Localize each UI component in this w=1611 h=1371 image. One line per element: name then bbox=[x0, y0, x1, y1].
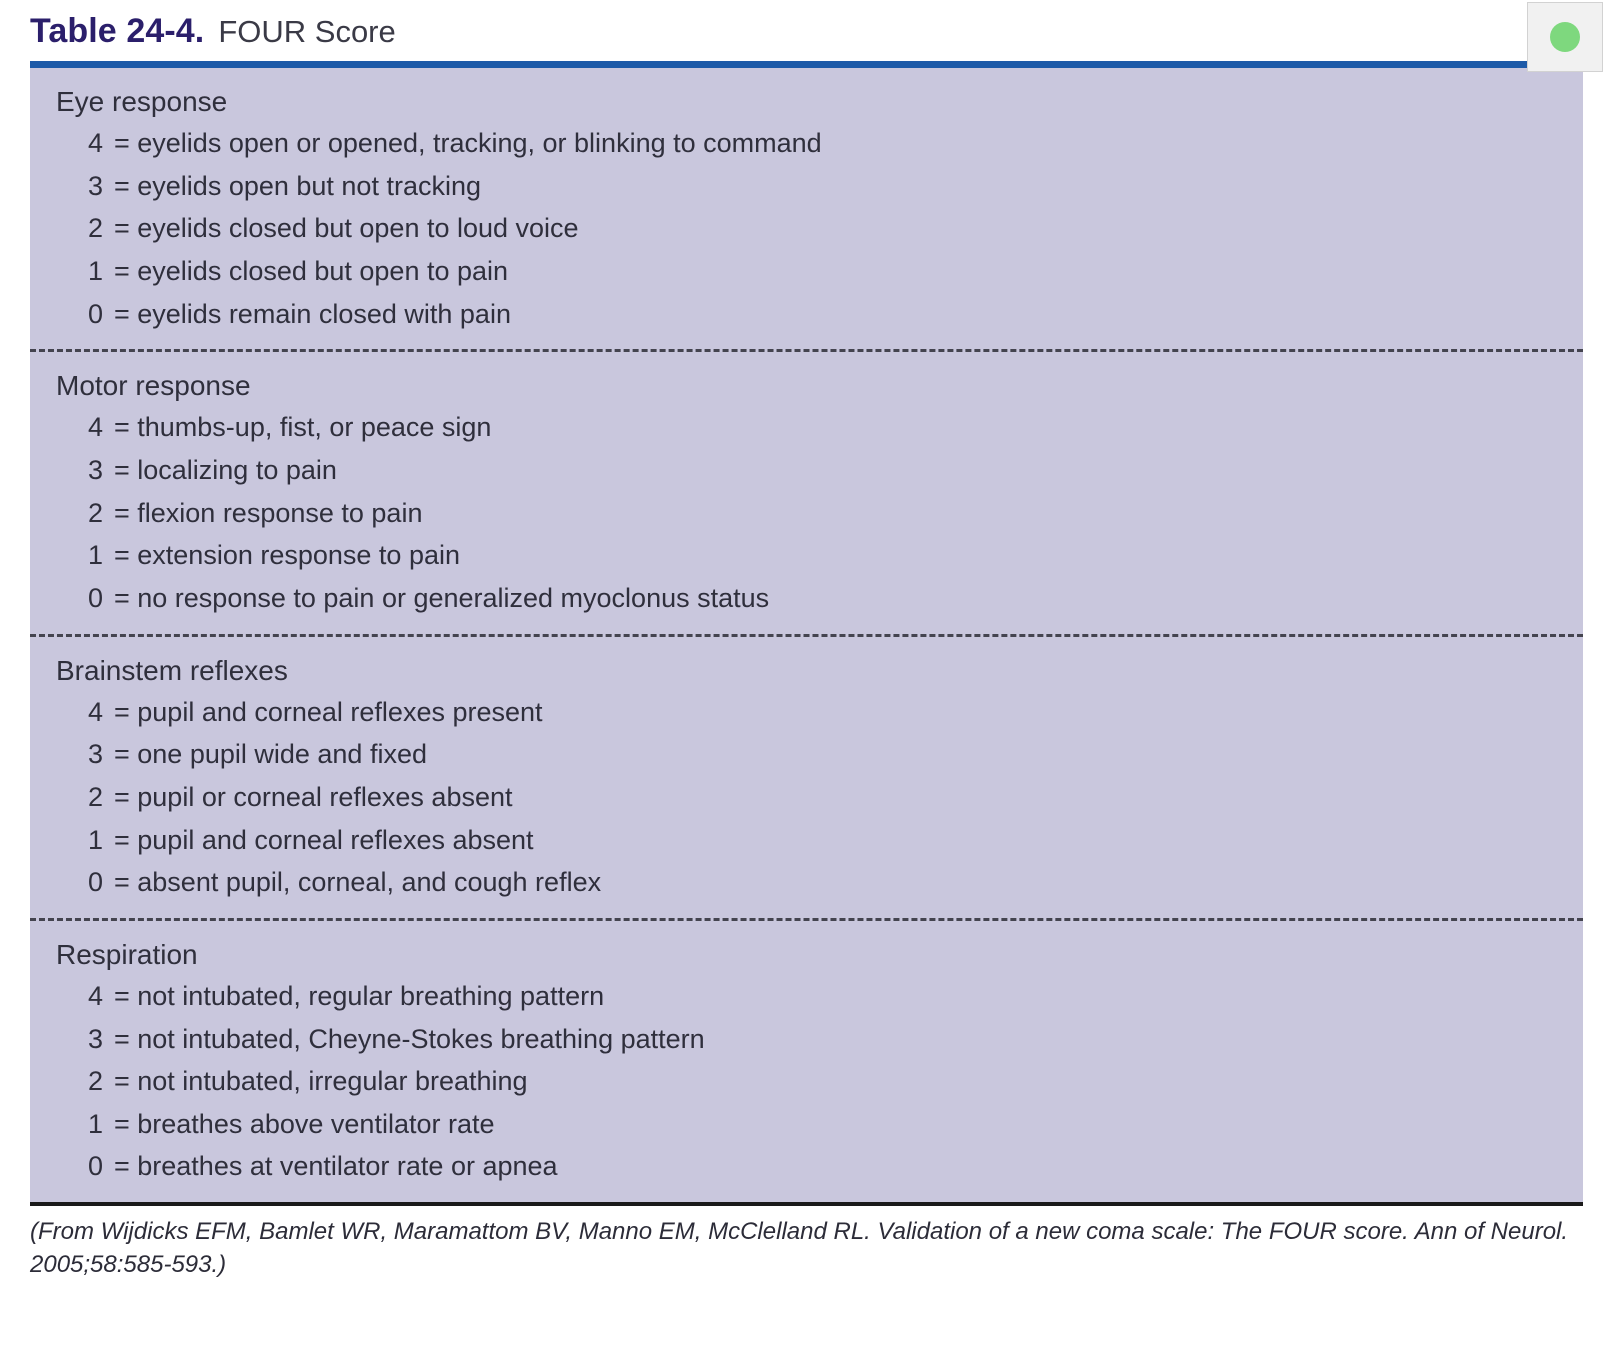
score-value: 4 bbox=[88, 980, 104, 1011]
score-value: 0 bbox=[88, 867, 104, 898]
score-item bbox=[30, 1103, 1583, 1146]
score-item bbox=[30, 293, 1583, 336]
score-value: 1 bbox=[88, 824, 104, 855]
section-title: Brainstem reflexes bbox=[56, 654, 288, 686]
score-value: 4 bbox=[88, 128, 104, 158]
score-item bbox=[30, 492, 1583, 535]
score-item bbox=[30, 1060, 1583, 1103]
score-description: = extension response to pain bbox=[114, 540, 460, 571]
score-value: 2 bbox=[88, 497, 104, 528]
title-divider-rule bbox=[30, 61, 1583, 68]
score-item bbox=[30, 165, 1583, 208]
score-value: 2 bbox=[88, 781, 104, 812]
score-item bbox=[30, 819, 1583, 862]
table-section bbox=[30, 634, 1583, 918]
score-description: = breathes at ventilator rate or apnea bbox=[114, 1151, 558, 1182]
score-item bbox=[30, 250, 1583, 293]
score-description: = absent pupil, corneal, and cough reflex bbox=[114, 867, 602, 898]
score-value: 4 bbox=[88, 696, 104, 727]
score-description: = thumbs-up, fist, or peace sign bbox=[114, 412, 492, 443]
status-badge[interactable] bbox=[1527, 2, 1603, 72]
section-title: Eye response bbox=[56, 86, 228, 117]
section-title: Respiration bbox=[56, 938, 198, 970]
page-title: FOUR Score bbox=[218, 14, 396, 49]
score-description: = pupil and corneal reflexes present bbox=[114, 696, 543, 727]
score-description: = not intubated, regular breathing pattern bbox=[114, 980, 605, 1011]
score-item bbox=[30, 733, 1583, 776]
score-value: 1 bbox=[88, 540, 104, 571]
section-title: Motor response bbox=[56, 370, 251, 402]
table-section bbox=[30, 918, 1583, 1202]
score-description: = eyelids remain closed with pain bbox=[114, 298, 511, 329]
score-description: = not intubated, irregular breathing bbox=[114, 1066, 528, 1097]
score-description: = eyelids open but not tracking bbox=[114, 170, 481, 201]
score-value: 1 bbox=[88, 255, 104, 286]
score-item bbox=[30, 577, 1583, 620]
table-heading bbox=[0, 0, 1611, 61]
score-description: = breathes above ventilator rate bbox=[114, 1108, 495, 1139]
score-value: 0 bbox=[88, 1151, 104, 1182]
four-score-table bbox=[30, 68, 1583, 1206]
score-item bbox=[30, 406, 1583, 449]
score-description: = localizing to pain bbox=[114, 454, 337, 485]
score-value: 1 bbox=[88, 1108, 104, 1139]
score-item bbox=[30, 1145, 1583, 1188]
score-item bbox=[30, 861, 1583, 904]
score-value: 0 bbox=[88, 298, 104, 329]
table-section bbox=[30, 68, 1583, 349]
score-value: 4 bbox=[88, 412, 104, 443]
score-description: = no response to pain or generalized myoclonus status bbox=[114, 582, 770, 613]
score-value: 3 bbox=[88, 1023, 104, 1054]
score-description: = eyelids closed but open to loud voice bbox=[114, 213, 579, 244]
score-item bbox=[30, 1018, 1583, 1061]
score-description: = eyelids closed but open to pain bbox=[114, 255, 509, 286]
score-item bbox=[30, 122, 1583, 165]
score-value: 3 bbox=[88, 170, 104, 201]
score-item bbox=[30, 207, 1583, 250]
green-status-dot-icon bbox=[1550, 22, 1580, 52]
score-description: = not intubated, Cheyne-Stokes breathing pattern bbox=[114, 1023, 705, 1054]
score-item bbox=[30, 776, 1583, 819]
source-citation: (From Wijdicks EFM, Bamlet WR, Maramattom BV, Manno EM, McClelland RL. Validation of a new coma scale: The FOUR score. Ann of Neurol. 2005;58:585-593.) bbox=[30, 1218, 1569, 1278]
score-value: 0 bbox=[88, 582, 104, 613]
score-item bbox=[30, 534, 1583, 577]
score-value: 3 bbox=[88, 739, 104, 770]
score-description: = pupil and corneal reflexes absent bbox=[114, 824, 534, 855]
table-number-label: Table 24-4. bbox=[30, 12, 205, 50]
score-description: = one pupil wide and fixed bbox=[114, 739, 427, 770]
score-description: = flexion response to pain bbox=[114, 497, 423, 528]
score-item bbox=[30, 449, 1583, 492]
score-item bbox=[30, 691, 1583, 734]
score-value: 2 bbox=[88, 213, 104, 244]
table-section bbox=[30, 349, 1583, 633]
score-value: 3 bbox=[88, 454, 104, 485]
score-description: = eyelids open or opened, tracking, or blinking to command bbox=[114, 128, 822, 158]
score-value: 2 bbox=[88, 1066, 104, 1097]
score-description: = pupil or corneal reflexes absent bbox=[114, 781, 513, 812]
score-item bbox=[30, 975, 1583, 1018]
